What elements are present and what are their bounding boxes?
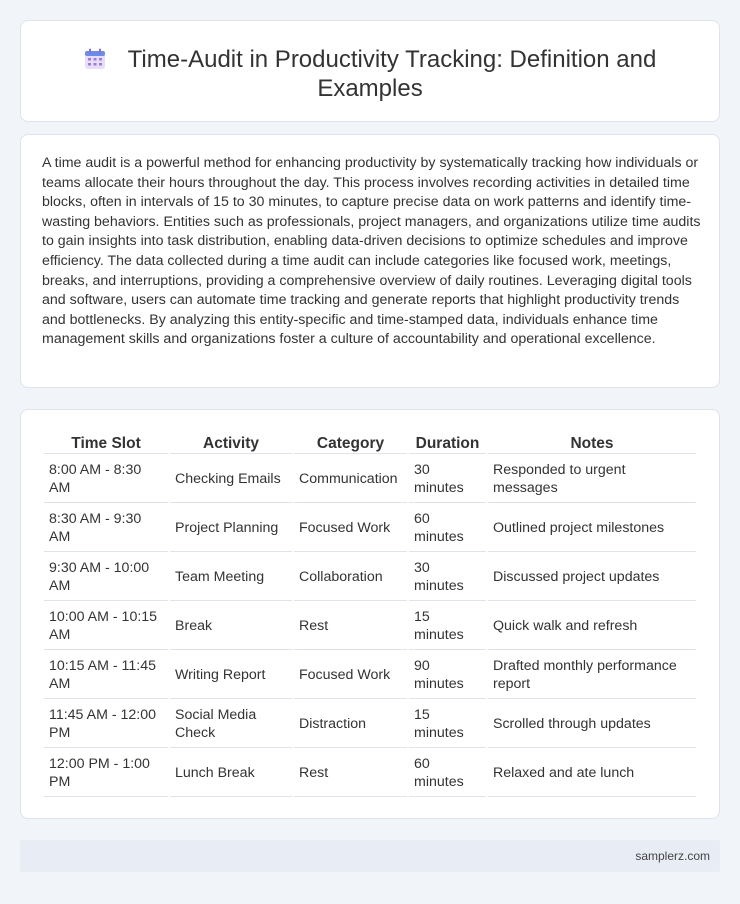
cell-activity: Team Meeting [170,554,292,601]
cell-activity: Project Planning [170,505,292,552]
cell-notes: Scrolled through updates [488,701,696,748]
table-header-row [44,432,696,454]
table-row [44,750,696,797]
cell-category: Focused Work [294,505,407,552]
cell-activity: Lunch Break [170,750,292,797]
table-row [44,652,696,699]
cell-duration: 30 minutes [409,554,486,601]
footer [20,840,720,872]
cell-time-slot: 9:30 AM - 10:00 AM [44,554,168,601]
cell-activity: Break [170,603,292,650]
table-row [44,456,696,503]
cell-time-slot: 11:45 AM - 12:00 PM [44,701,168,748]
cell-duration: 60 minutes [409,505,486,552]
cell-notes: Relaxed and ate lunch [488,750,696,797]
cell-time-slot: 10:00 AM - 10:15 AM [44,603,168,650]
cell-activity: Writing Report [170,652,292,699]
page-title: Time-Audit in Productivity Tracking: Definition and Examples [127,46,657,102]
table-row [44,505,696,552]
header-duration: Duration [409,432,486,454]
description-card [20,134,720,388]
cell-time-slot: 8:30 AM - 9:30 AM [44,505,168,552]
cell-duration: 90 minutes [409,652,486,699]
description-text: A time audit is a powerful method for enhancing productivity by systematically tracking how individuals or teams allocate their hours throughout the day. This process involves recording activities in detailed time blocks, often in intervals of 15 to 30 minutes, to capture precise data on work patterns and identify time-wasting behaviors. Entities such as professionals, project managers, and organizations utilize time audits to gain insights into task distribution, enabling data-driven decisions to optimize schedules and improve efficiency. The data collected during a time audit can include categories like focused work, meetings, breaks, and interruptions, providing a comprehensive overview of daily routines. Leveraging digital tools and software, users can automate time tracking and generate reports that highlight productivity trends and bottlenecks. By analyzing this entity-specific and time-stamped data, individuals enhance time management skills and organizations foster a culture of accountability and operational excellence. [42,155,701,348]
calendar-icon [84,48,106,70]
cell-duration: 15 minutes [409,603,486,650]
header-activity: Activity [170,432,292,454]
header-time-slot: Time Slot [44,432,168,454]
cell-notes: Drafted monthly performance report [488,652,696,699]
cell-activity: Social Media Check [170,701,292,748]
cell-category: Rest [294,750,407,797]
table-row [44,701,696,748]
cell-time-slot: 8:00 AM - 8:30 AM [44,456,168,503]
header-category: Category [294,432,407,454]
table-card [20,409,720,819]
cell-notes: Quick walk and refresh [488,603,696,650]
cell-activity: Checking Emails [170,456,292,503]
cell-category: Focused Work [294,652,407,699]
cell-duration: 60 minutes [409,750,486,797]
cell-time-slot: 12:00 PM - 1:00 PM [44,750,168,797]
cell-notes: Outlined project milestones [488,505,696,552]
header-notes: Notes [488,432,696,454]
cell-notes: Discussed project updates [488,554,696,601]
cell-category: Collaboration [294,554,407,601]
time-audit-table [42,430,698,799]
cell-category: Distraction [294,701,407,748]
cell-duration: 15 minutes [409,701,486,748]
footer-site-link[interactable]: samplerz.com [635,849,710,863]
table-row [44,603,696,650]
cell-category: Communication [294,456,407,503]
cell-duration: 30 minutes [409,456,486,503]
title-card [20,20,720,122]
cell-notes: Responded to urgent messages [488,456,696,503]
cell-time-slot: 10:15 AM - 11:45 AM [44,652,168,699]
cell-category: Rest [294,603,407,650]
page-title-wrap [21,45,719,103]
table-row [44,554,696,601]
